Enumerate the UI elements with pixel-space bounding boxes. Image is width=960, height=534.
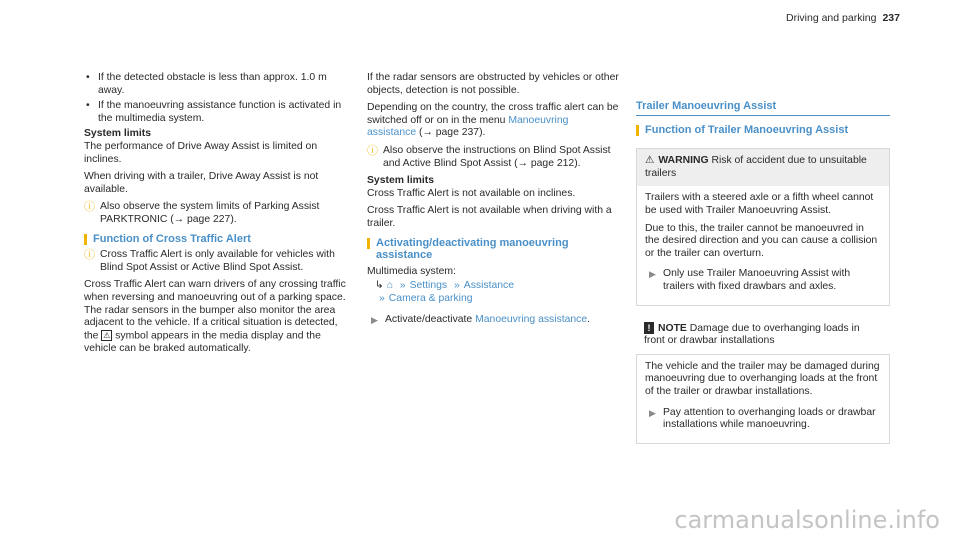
chevron-icon: » xyxy=(379,292,385,304)
notice-header: ! NOTE Damage due to overhanging loads in front or drawbar installations xyxy=(636,316,890,354)
paragraph: Cross Traffic Alert is not available when driving with a trailer. xyxy=(367,205,612,229)
menu-camera-parking[interactable]: Camera & parking xyxy=(388,292,473,304)
paragraph: When driving with a trailer, Drive Away Assist is not available. xyxy=(84,171,319,195)
notice-box xyxy=(636,316,890,444)
paragraph: If the radar sensors are obstructed by vehicles or other objects, detection is not possible. xyxy=(367,72,619,96)
action-triangle-icon: ▶ xyxy=(371,314,378,325)
bullet-icon: • xyxy=(86,100,90,112)
system-limits-heading: System limits xyxy=(367,175,434,187)
menu-assistance[interactable]: Assistance xyxy=(463,280,515,292)
paragraph: The performance of Drive Away Assist is limited on inclines. xyxy=(84,140,318,165)
section-title: Trailer Manoeuvring Assist xyxy=(636,100,890,116)
multimedia-label: Multimedia system: xyxy=(367,265,456,277)
paragraph: Depending on the country, the cross traffic alert can be switched off or on in the menu Manoeuvring assistance (→ page 237). xyxy=(367,102,619,139)
menu-link[interactable]: Manoeuvring assistance xyxy=(475,313,588,325)
column-2 xyxy=(367,72,620,331)
info-icon: ⓘ xyxy=(84,201,95,214)
column-1 xyxy=(84,72,352,360)
arrow-icon: → xyxy=(422,127,433,139)
warning-box xyxy=(636,148,890,305)
notice-body xyxy=(636,354,890,444)
action-step: ▶ Activate/deactivate Manoeuvring assistance. xyxy=(371,313,591,325)
menu-link[interactable]: Manoeuvring assistance xyxy=(367,114,569,139)
cross-traffic-symbol-icon: ⚠ xyxy=(103,330,111,340)
info-icon: ⓘ xyxy=(367,144,378,157)
action-triangle-icon: ▶ xyxy=(649,269,656,280)
return-arrow-icon: ↳ xyxy=(375,280,384,292)
page-header xyxy=(786,12,900,25)
heading-bar xyxy=(636,125,639,136)
paragraph: Cross Traffic Alert is not available on inclines. xyxy=(367,187,576,199)
bullet-icon: • xyxy=(86,72,90,83)
warning-body xyxy=(637,186,889,304)
warning-label: WARNING xyxy=(658,155,709,167)
chevron-icon: » xyxy=(399,280,406,292)
page-link[interactable]: page 237). xyxy=(435,127,486,139)
heading-bar xyxy=(367,238,370,249)
section-heading: Activating/deactivating manoeuvring assistance xyxy=(367,237,620,262)
arrow-icon: → xyxy=(173,213,185,225)
paragraph: Trailers with a steered axle or a fifth wheel cannot be used with Trailer Manoeuvring Assist. xyxy=(645,192,874,216)
paragraph: Due to this, the trailer cannot be manoeuvred in the desired direction and you can cause a collision or the trailer can overturn. xyxy=(645,222,878,259)
page-link[interactable]: page 212). xyxy=(530,157,581,169)
paragraph: Cross Traffic Alert can warn drivers of any crossing traffic when reversing and manoeuvring out of a parking space. The radar sensors in the bumper also monitor the area adjacent to the vehicle. If a critical situation is detected, the ⚠ symbol appears in the media display and the vehicle can be braked automatically. xyxy=(84,279,346,354)
system-limits-heading: System limits xyxy=(84,128,151,140)
watermark: carmanualsonline.info xyxy=(674,506,940,534)
header-section: Driving and parking xyxy=(786,12,877,24)
action-triangle-icon: ▶ xyxy=(649,407,656,418)
page-link[interactable]: page 227). xyxy=(186,213,237,225)
chevron-icon: » xyxy=(454,280,460,292)
warning-header: ⚠ WARNING Risk of accident due to unsuitable trailers xyxy=(637,149,889,186)
paragraph: The vehicle and the trailer may be damaged during manoeuvring due to overhanging loads at the front of the trailer or drawbar installations. xyxy=(645,360,880,397)
page-number: 237 xyxy=(882,12,900,24)
info-note: ⓘ Cross Traffic Alert is only available for vehicles with Blind Spot Assist or Active Blind Spot Assist. xyxy=(84,249,335,273)
warning-triangle-icon: ⚠ xyxy=(645,155,655,167)
heading-bar xyxy=(84,234,87,245)
section-heading: Function of Cross Traffic Alert xyxy=(84,233,352,246)
notice-icon: ! xyxy=(644,322,654,335)
home-icon: ⌂ xyxy=(386,280,393,292)
action-step: ▶ Only use Trailer Manoeuvring Assist with trailers with fixed drawbars and axles. xyxy=(649,268,851,292)
notice-label: NOTE xyxy=(658,322,687,334)
list-item: • If the detected obstacle is less than approx. 1.0 m away. xyxy=(86,72,327,96)
action-step: ▶ Pay attention to overhanging loads or drawbar installations while manoeuvring. xyxy=(649,406,876,431)
column-3 xyxy=(636,100,890,454)
info-note: ⓘ Also observe the system limits of Parking Assist PARKTRONIC (→ page 227). xyxy=(84,201,320,225)
list-item: • If the manoeuvring assistance function is activated in the multimedia system. xyxy=(86,100,342,124)
arrow-icon: → xyxy=(517,157,528,169)
section-heading: Function of Trailer Manoeuvring Assist xyxy=(636,124,890,137)
menu-path xyxy=(367,280,620,305)
info-note: ⓘ Also observe the instructions on Blind Spot Assist and Active Blind Spot Assist (→ page 212). xyxy=(367,144,611,169)
info-icon: ⓘ xyxy=(84,249,95,262)
menu-settings[interactable]: Settings xyxy=(409,280,448,292)
